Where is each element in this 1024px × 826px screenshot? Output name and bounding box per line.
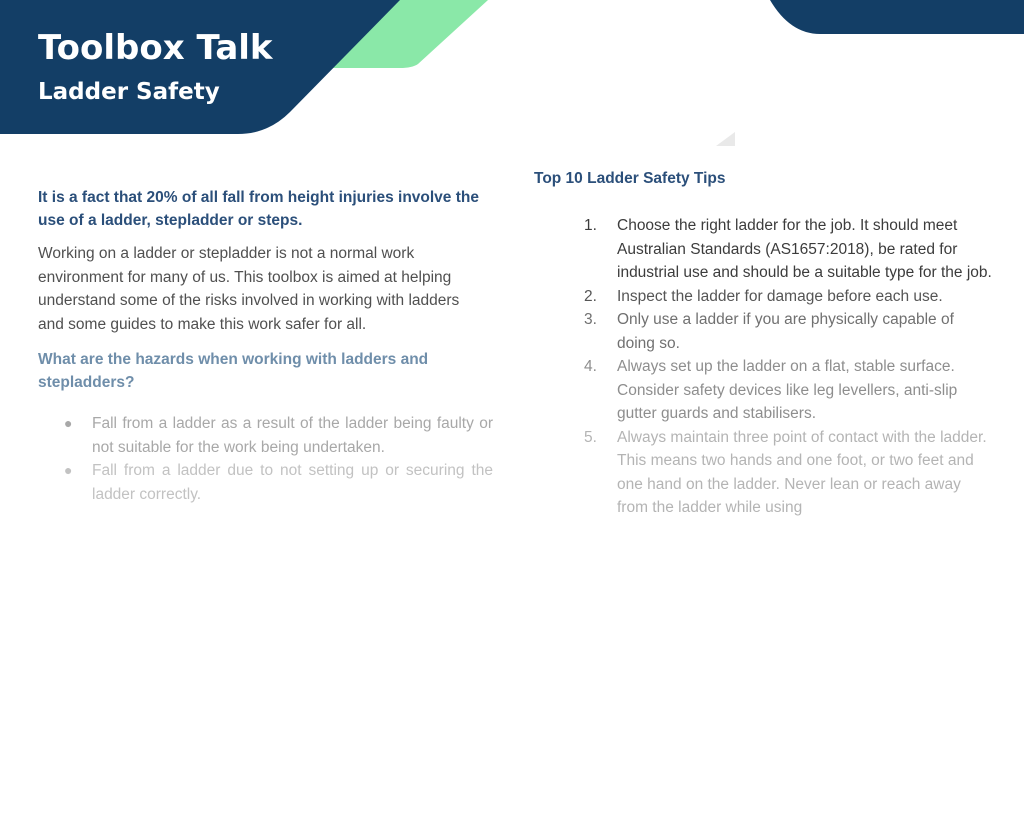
tip-text: Always maintain three point of contact with the ladder. This means two hands and one foot, or two feet and one hand on the ladder. Never lean or reach away from the ladder while using [617, 428, 987, 516]
tip-item [584, 355, 994, 426]
tip-item [584, 285, 994, 309]
header-corner-shape [770, 0, 1024, 34]
bullet-icon: ● [64, 462, 73, 478]
page-title: Toolbox Talk [38, 28, 273, 68]
tip-number: 3. [584, 311, 597, 328]
left-column [38, 186, 493, 506]
bullet-icon: ● [64, 415, 73, 431]
header-banner [0, 0, 1024, 150]
tip-number: 4. [584, 358, 597, 375]
tips-heading: Top 10 Ladder Safety Tips [534, 170, 726, 187]
tip-item [584, 426, 994, 520]
hazard-list [38, 412, 493, 506]
intro-heading: It is a fact that 20% of all fall from height injuries involve the use of a ladder, stepladder or steps. [38, 189, 479, 229]
tip-text: Inspect the ladder for damage before each use. [617, 287, 943, 305]
hazard-item [38, 459, 493, 506]
tip-text: Always set up the ladder on a flat, stable surface. Consider safety devices like leg levellers, anti-slip gutter guards and stabilisers. [617, 358, 958, 422]
decorative-triangle [716, 132, 735, 146]
hazards-heading: What are the hazards when working with ladders and stepladders? [38, 351, 429, 391]
tip-number: 1. [584, 217, 597, 234]
tip-item [584, 214, 994, 285]
tip-number: 2. [584, 287, 597, 305]
tip-number: 5. [584, 428, 597, 446]
hazard-item [38, 412, 493, 459]
tip-item [584, 308, 994, 355]
tip-text: Only use a ladder if you are physically capable of doing so. [617, 311, 954, 352]
hazard-text: Fall from a ladder due to not setting up or securing the ladder correctly. [92, 462, 493, 503]
tip-text: Choose the right ladder for the job. It should meet Australian Standards (AS1657:2018), be rated for industrial use and should be a suitable type for the job. [617, 217, 992, 281]
hazard-text: Fall from a ladder as a result of the ladder being faulty or not suitable for the work being undertaken. [92, 415, 493, 456]
tips-list [584, 214, 994, 520]
intro-paragraph: Working on a ladder or stepladder is not a normal work environment for many of us. This toolbox is aimed at helping understand some of the risks involved in working with ladders and some guides to make this work safer for all. [38, 245, 460, 333]
page-subtitle: Ladder Safety [38, 79, 220, 105]
